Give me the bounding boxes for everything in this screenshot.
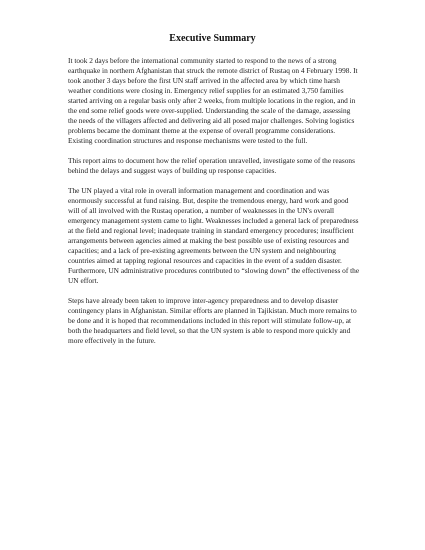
paragraph-4: Steps have already been taken to improve inter-agency preparedness and to develop disaster contingency plans in Afghanistan. Similar efforts are planned in Tajikistan. Much more remains to be done and it is hoped that recommendations included in this report will stimulate follow-up, at both the headquarters and field level, so that the UN system is able to respond more quickly and more effectively in the future. bbox=[68, 296, 357, 345]
paragraph-3: The UN played a vital role in overall information management and coordination and was enormously successful at fund raising. But, despite the tremendous energy, hard work and good will of all involved with the Rustaq operation, a number of weaknesses in the UN's overall emergency management system came to light. Weaknesses included a general lack of preparedness at the field and regional level; inadequate training in standard emergency procedures; insufficient arrangements between agencies aimed at making the best possible use of existing resources and capacities; and a lack of pre-existing agreements between the UN system and neighbouring countries aimed at tapping regional resources and capacities in the event of a sudden disaster. Furthermore, UN administrative procedures contributed to “slowing down” the effectiveness of the UN effort. bbox=[68, 186, 360, 285]
page-title: Executive Summary bbox=[169, 33, 256, 44]
paragraph-1: It took 2 days before the international community started to respond to the news of a strong earthquake in northern Afghanistan that struck the remote district of Rustaq on 4 February 1998. It took another 3 days before the first UN staff arrived in the affected area by which time harsh weather conditions were closing in. Emergency relief supplies for an estimated 3,750 families started arriving on a regular basis only after 2 weeks, from multiple locations in the region, and in the end some relief goods were over-supplied. Understanding the scale of the damage, assessing the needs of the villagers affected and delivering aid all posed major challenges. Solving logistics problems became the dominant theme at the expense of overall programme considerations. Existing coordination structures and response mechanisms were tested to the full. bbox=[68, 56, 358, 145]
document-body bbox=[68, 56, 360, 356]
paragraph-2: This report aims to document how the relief operation unravelled, investigate some of the reasons behind the delays and suggest ways of building up response capacities. bbox=[68, 156, 355, 175]
